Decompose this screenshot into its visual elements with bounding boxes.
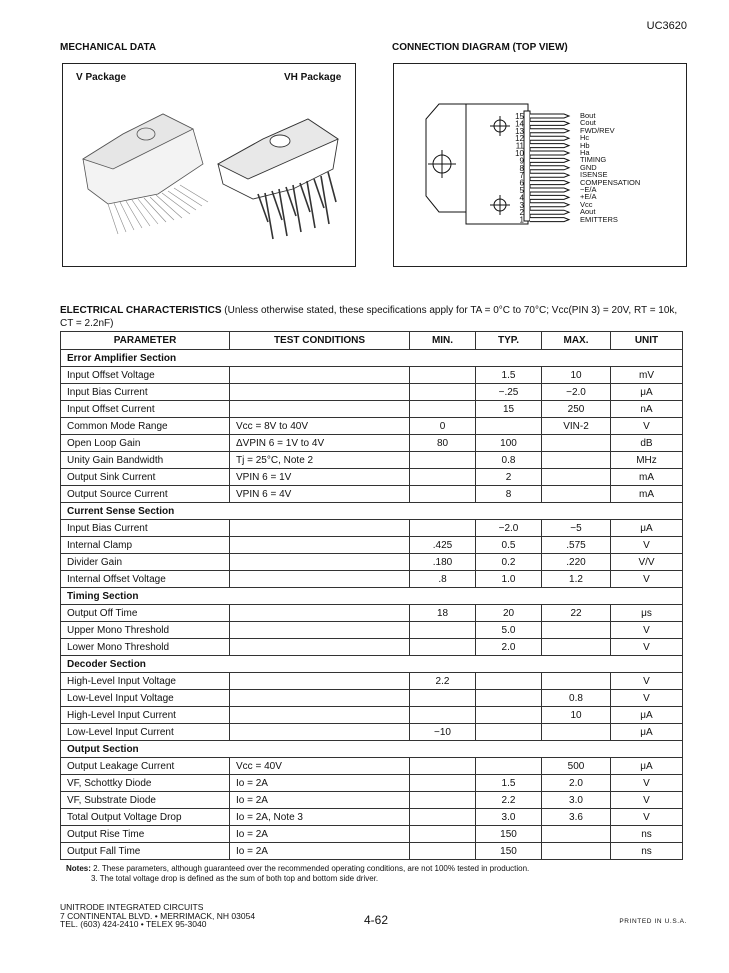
- cell-parameter: High-Level Input Voltage: [61, 673, 230, 690]
- cell-unit: ns: [611, 826, 683, 843]
- table-row: [61, 367, 683, 384]
- cell-parameter: High-Level Input Current: [61, 707, 230, 724]
- cell-max: [542, 435, 611, 452]
- electrical-conditions: (Unless otherwise stated, these specifications apply for TA = 0°C to 70°C; Vcc(PIN 3) = 20V, RT = 10k, CT = 2.2nF): [60, 305, 678, 329]
- cell-parameter: Divider Gain: [61, 554, 230, 571]
- vh-package-label: VH Package: [284, 72, 342, 83]
- cell-unit: V/V: [611, 554, 683, 571]
- pin-label: GND: [580, 162, 597, 172]
- pin-label: COMPENSATION: [580, 177, 641, 187]
- cell-max: 0.8: [542, 690, 611, 707]
- cell-test-conditions: [230, 707, 410, 724]
- cell-max: [542, 724, 611, 741]
- cell-max: [542, 826, 611, 843]
- cell-typ: −.25: [476, 384, 542, 401]
- cell-min: 2.2: [410, 673, 476, 690]
- table-header-row: [61, 332, 683, 350]
- pin-label: Bout: [580, 111, 596, 120]
- cell-typ: 3.0: [476, 809, 542, 826]
- table-row: [61, 520, 683, 537]
- section-title: Error Amplifier Section: [61, 350, 683, 367]
- cell-parameter: Low-Level Input Current: [61, 724, 230, 741]
- cell-min: [410, 707, 476, 724]
- cell-parameter: Lower Mono Threshold: [61, 639, 230, 656]
- cell-min: [410, 622, 476, 639]
- pin-label: EMITTERS: [580, 214, 618, 224]
- cell-test-conditions: [230, 554, 410, 571]
- cell-max: [542, 622, 611, 639]
- cell-parameter: Output Source Current: [61, 486, 230, 503]
- cell-test-conditions: [230, 537, 410, 554]
- table-row: [61, 843, 683, 860]
- cell-unit: ns: [611, 843, 683, 860]
- cell-test-conditions: [230, 367, 410, 384]
- cell-parameter: Output Leakage Current: [61, 758, 230, 775]
- v-package-label: V Package: [76, 72, 127, 83]
- cell-min: [410, 826, 476, 843]
- header-min: MIN.: [410, 332, 476, 350]
- cell-parameter: Output Off Time: [61, 605, 230, 622]
- pin-label: −E/A: [580, 185, 597, 195]
- cell-test-conditions: Tj = 25°C, Note 2: [230, 452, 410, 469]
- table-row: [61, 554, 683, 571]
- cell-min: [410, 690, 476, 707]
- company-name: UNITRODE INTEGRATED CIRCUITS: [60, 902, 204, 912]
- cell-typ: [476, 724, 542, 741]
- cell-parameter: Input Offset Current: [61, 401, 230, 418]
- cell-min: [410, 486, 476, 503]
- table-row: [61, 758, 683, 775]
- pin-number: 13: [515, 126, 524, 136]
- cell-typ: [476, 707, 542, 724]
- pin-number: 9: [519, 156, 524, 166]
- pin-labels: [580, 112, 640, 223]
- cell-test-conditions: [230, 605, 410, 622]
- part-number: UC3620: [646, 20, 687, 32]
- table-row: [61, 537, 683, 554]
- cell-typ: [476, 758, 542, 775]
- cell-unit: V: [611, 673, 683, 690]
- cell-test-conditions: ΔVPIN 6 = 1V to 4V: [230, 435, 410, 452]
- pin-number: 2: [519, 208, 524, 218]
- pin-number: 5: [519, 186, 524, 195]
- cell-min: −10: [410, 724, 476, 741]
- cell-max: .220: [542, 554, 611, 571]
- mechanical-data-box: [62, 63, 356, 267]
- cell-max: [542, 639, 611, 656]
- electrical-title: ELECTRICAL CHARACTERISTICS: [60, 305, 222, 316]
- cell-max: 3.0: [542, 792, 611, 809]
- electrical-characteristics-heading: [60, 304, 685, 330]
- pin-label: Cout: [580, 118, 596, 128]
- table-row: [61, 775, 683, 792]
- cell-min: 80: [410, 435, 476, 452]
- table-row: [61, 639, 683, 656]
- table-row: [61, 826, 683, 843]
- cell-max: [542, 452, 611, 469]
- cell-parameter: Internal Clamp: [61, 537, 230, 554]
- cell-typ: 0.8: [476, 452, 542, 469]
- cell-max: [542, 843, 611, 860]
- cell-max: VIN-2: [542, 418, 611, 435]
- header-max: MAX.: [542, 332, 611, 350]
- cell-unit: V: [611, 622, 683, 639]
- package-illustrations: [68, 94, 348, 259]
- table-row: [61, 435, 683, 452]
- pin-number: 10: [515, 149, 524, 158]
- cell-max: −2.0: [542, 384, 611, 401]
- note-2: 2. These parameters, although guaranteed over the recommended operating conditions, are not 100% tested in production.: [93, 864, 530, 873]
- cell-unit: V: [611, 571, 683, 588]
- cell-max: 1.2: [542, 571, 611, 588]
- header-test-conditions: TEST CONDITIONS: [230, 332, 410, 350]
- cell-typ: 15: [476, 401, 542, 418]
- cell-parameter: Total Output Voltage Drop: [61, 809, 230, 826]
- table-section-row: [61, 350, 683, 367]
- cell-test-conditions: Io = 2A: [230, 826, 410, 843]
- cell-typ: 0.2: [476, 554, 542, 571]
- cell-test-conditions: [230, 384, 410, 401]
- notes: [66, 864, 529, 884]
- pin-number: 15: [515, 112, 524, 121]
- company-phone: TEL. (603) 424-2410 • TELEX 95-3040: [60, 919, 207, 929]
- cell-test-conditions: [230, 571, 410, 588]
- cell-min: [410, 384, 476, 401]
- cell-min: [410, 843, 476, 860]
- cell-typ: 1.0: [476, 571, 542, 588]
- v-package-drawing: [83, 114, 208, 234]
- pin-number: 6: [519, 178, 524, 188]
- pin-label: Ha: [580, 148, 590, 158]
- cell-min: .8: [410, 571, 476, 588]
- notes-label: Notes:: [66, 864, 91, 873]
- cell-typ: 2: [476, 469, 542, 486]
- cell-parameter: Output Rise Time: [61, 826, 230, 843]
- cell-test-conditions: [230, 622, 410, 639]
- pin-label: Aout: [580, 207, 596, 217]
- cell-parameter: Output Sink Current: [61, 469, 230, 486]
- cell-min: [410, 452, 476, 469]
- cell-unit: μA: [611, 724, 683, 741]
- section-title: Output Section: [61, 741, 683, 758]
- cell-unit: V: [611, 809, 683, 826]
- cell-min: [410, 639, 476, 656]
- printed-in: PRINTED IN U.S.A.: [619, 918, 687, 925]
- page-number: 4-62: [364, 913, 389, 927]
- cell-max: −5: [542, 520, 611, 537]
- note-3: 3. The total voltage drop is defined as the sum of both top and bottom side driver.: [91, 874, 379, 883]
- cell-min: .425: [410, 537, 476, 554]
- cell-unit: V: [611, 418, 683, 435]
- cell-max: 3.6: [542, 809, 611, 826]
- table-row: [61, 418, 683, 435]
- cell-typ: −2.0: [476, 520, 542, 537]
- cell-typ: 1.5: [476, 367, 542, 384]
- cell-max: [542, 673, 611, 690]
- cell-unit: μA: [611, 520, 683, 537]
- pin-label: Vcc: [580, 199, 593, 209]
- header-unit: UNIT: [611, 332, 683, 350]
- cell-unit: μs: [611, 605, 683, 622]
- cell-parameter: Unity Gain Bandwidth: [61, 452, 230, 469]
- cell-min: [410, 401, 476, 418]
- cell-unit: mA: [611, 486, 683, 503]
- table-row: [61, 571, 683, 588]
- cell-typ: [476, 673, 542, 690]
- mechanical-data-title: MECHANICAL DATA: [60, 42, 157, 53]
- cell-typ: 2.2: [476, 792, 542, 809]
- pin-label: ISENSE: [580, 170, 608, 180]
- cell-unit: V: [611, 639, 683, 656]
- cell-test-conditions: [230, 401, 410, 418]
- cell-typ: 8: [476, 486, 542, 503]
- pin-number: 11: [515, 141, 524, 151]
- cell-max: [542, 486, 611, 503]
- connection-diagram-drawing: [394, 64, 686, 266]
- pin-label: +E/A: [580, 192, 597, 202]
- cell-test-conditions: Vcc = 8V to 40V: [230, 418, 410, 435]
- cell-typ: 0.5: [476, 537, 542, 554]
- cell-min: .180: [410, 554, 476, 571]
- pin-number: 8: [519, 163, 524, 173]
- cell-test-conditions: Io = 2A, Note 3: [230, 809, 410, 826]
- table-row: [61, 809, 683, 826]
- cell-unit: dB: [611, 435, 683, 452]
- cell-unit: mV: [611, 367, 683, 384]
- cell-parameter: Input Offset Voltage: [61, 367, 230, 384]
- cell-unit: MHz: [611, 452, 683, 469]
- cell-typ: [476, 690, 542, 707]
- table-body: [61, 350, 683, 860]
- cell-unit: μA: [611, 384, 683, 401]
- cell-unit: μA: [611, 707, 683, 724]
- vh-package-drawing: [218, 119, 338, 239]
- cell-min: [410, 792, 476, 809]
- table-row: [61, 605, 683, 622]
- table-row: [61, 401, 683, 418]
- table-section-row: [61, 741, 683, 758]
- connection-diagram-box: [393, 63, 687, 267]
- cell-max: 10: [542, 367, 611, 384]
- cell-typ: 150: [476, 826, 542, 843]
- cell-max: 2.0: [542, 775, 611, 792]
- cell-min: [410, 520, 476, 537]
- cell-typ: 150: [476, 843, 542, 860]
- cell-typ: 100: [476, 435, 542, 452]
- footer-address: [60, 903, 255, 929]
- table-row: [61, 690, 683, 707]
- cell-unit: V: [611, 775, 683, 792]
- cell-parameter: Upper Mono Threshold: [61, 622, 230, 639]
- section-title: Timing Section: [61, 588, 683, 605]
- section-title: Decoder Section: [61, 656, 683, 673]
- cell-unit: V: [611, 690, 683, 707]
- table-row: [61, 792, 683, 809]
- cell-parameter: VF, Substrate Diode: [61, 792, 230, 809]
- cell-max: 10: [542, 707, 611, 724]
- cell-min: [410, 469, 476, 486]
- cell-unit: mA: [611, 469, 683, 486]
- cell-unit: nA: [611, 401, 683, 418]
- cell-test-conditions: Io = 2A: [230, 792, 410, 809]
- cell-test-conditions: Io = 2A: [230, 843, 410, 860]
- pin-label: TIMING: [580, 155, 607, 165]
- cell-unit: V: [611, 537, 683, 554]
- cell-unit: V: [611, 792, 683, 809]
- cell-test-conditions: [230, 673, 410, 690]
- cell-min: [410, 775, 476, 792]
- cell-parameter: Open Loop Gain: [61, 435, 230, 452]
- table-section-row: [61, 503, 683, 520]
- cell-min: [410, 809, 476, 826]
- cell-parameter: Internal Offset Voltage: [61, 571, 230, 588]
- table-section-row: [61, 656, 683, 673]
- cell-parameter: Output Fall Time: [61, 843, 230, 860]
- cell-parameter: VF, Schottky Diode: [61, 775, 230, 792]
- cell-max: 250: [542, 401, 611, 418]
- cell-parameter: Input Bias Current: [61, 384, 230, 401]
- table-row: [61, 622, 683, 639]
- table-row: [61, 486, 683, 503]
- electrical-spec-table: [60, 331, 683, 860]
- cell-typ: [476, 418, 542, 435]
- section-title: Current Sense Section: [61, 503, 683, 520]
- cell-test-conditions: Vcc = 40V: [230, 758, 410, 775]
- pin-label: Hc: [580, 133, 590, 143]
- cell-max: [542, 469, 611, 486]
- cell-min: [410, 758, 476, 775]
- table-row: [61, 384, 683, 401]
- cell-test-conditions: [230, 724, 410, 741]
- cell-typ: 1.5: [476, 775, 542, 792]
- cell-typ: 5.0: [476, 622, 542, 639]
- pin-number: 14: [515, 119, 524, 129]
- cell-test-conditions: [230, 690, 410, 707]
- cell-typ: 2.0: [476, 639, 542, 656]
- table-row: [61, 452, 683, 469]
- pin-number: 12: [515, 134, 524, 144]
- table-row: [61, 673, 683, 690]
- pin-number: 4: [519, 193, 524, 203]
- cell-test-conditions: VPIN 6 = 4V: [230, 486, 410, 503]
- cell-max: 22: [542, 605, 611, 622]
- cell-min: [410, 367, 476, 384]
- cell-max: .575: [542, 537, 611, 554]
- cell-min: 18: [410, 605, 476, 622]
- cell-parameter: Low-Level Input Voltage: [61, 690, 230, 707]
- table-section-row: [61, 588, 683, 605]
- cell-min: 0: [410, 418, 476, 435]
- table-row: [61, 707, 683, 724]
- pin-label: FWD/REV: [580, 125, 615, 135]
- pin-label: Hb: [580, 140, 590, 150]
- pin-number: 7: [519, 171, 524, 181]
- cell-parameter: Common Mode Range: [61, 418, 230, 435]
- cell-max: 500: [542, 758, 611, 775]
- table-row: [61, 724, 683, 741]
- company-address: 7 CONTINENTAL BLVD. • MERRIMACK, NH 03054: [60, 910, 256, 921]
- table-row: [61, 469, 683, 486]
- header-typ: TYP.: [476, 332, 542, 350]
- cell-test-conditions: VPIN 6 = 1V: [230, 469, 410, 486]
- pin-number: 1: [519, 215, 524, 225]
- cell-unit: μA: [611, 758, 683, 775]
- connection-diagram-title: CONNECTION DIAGRAM (TOP VIEW): [392, 42, 568, 53]
- cell-test-conditions: Io = 2A: [230, 775, 410, 792]
- cell-test-conditions: [230, 639, 410, 656]
- cell-typ: 20: [476, 605, 542, 622]
- cell-test-conditions: [230, 520, 410, 537]
- pin-number: 3: [519, 200, 524, 210]
- cell-parameter: Input Bias Current: [61, 520, 230, 537]
- header-parameter: PARAMETER: [61, 332, 230, 350]
